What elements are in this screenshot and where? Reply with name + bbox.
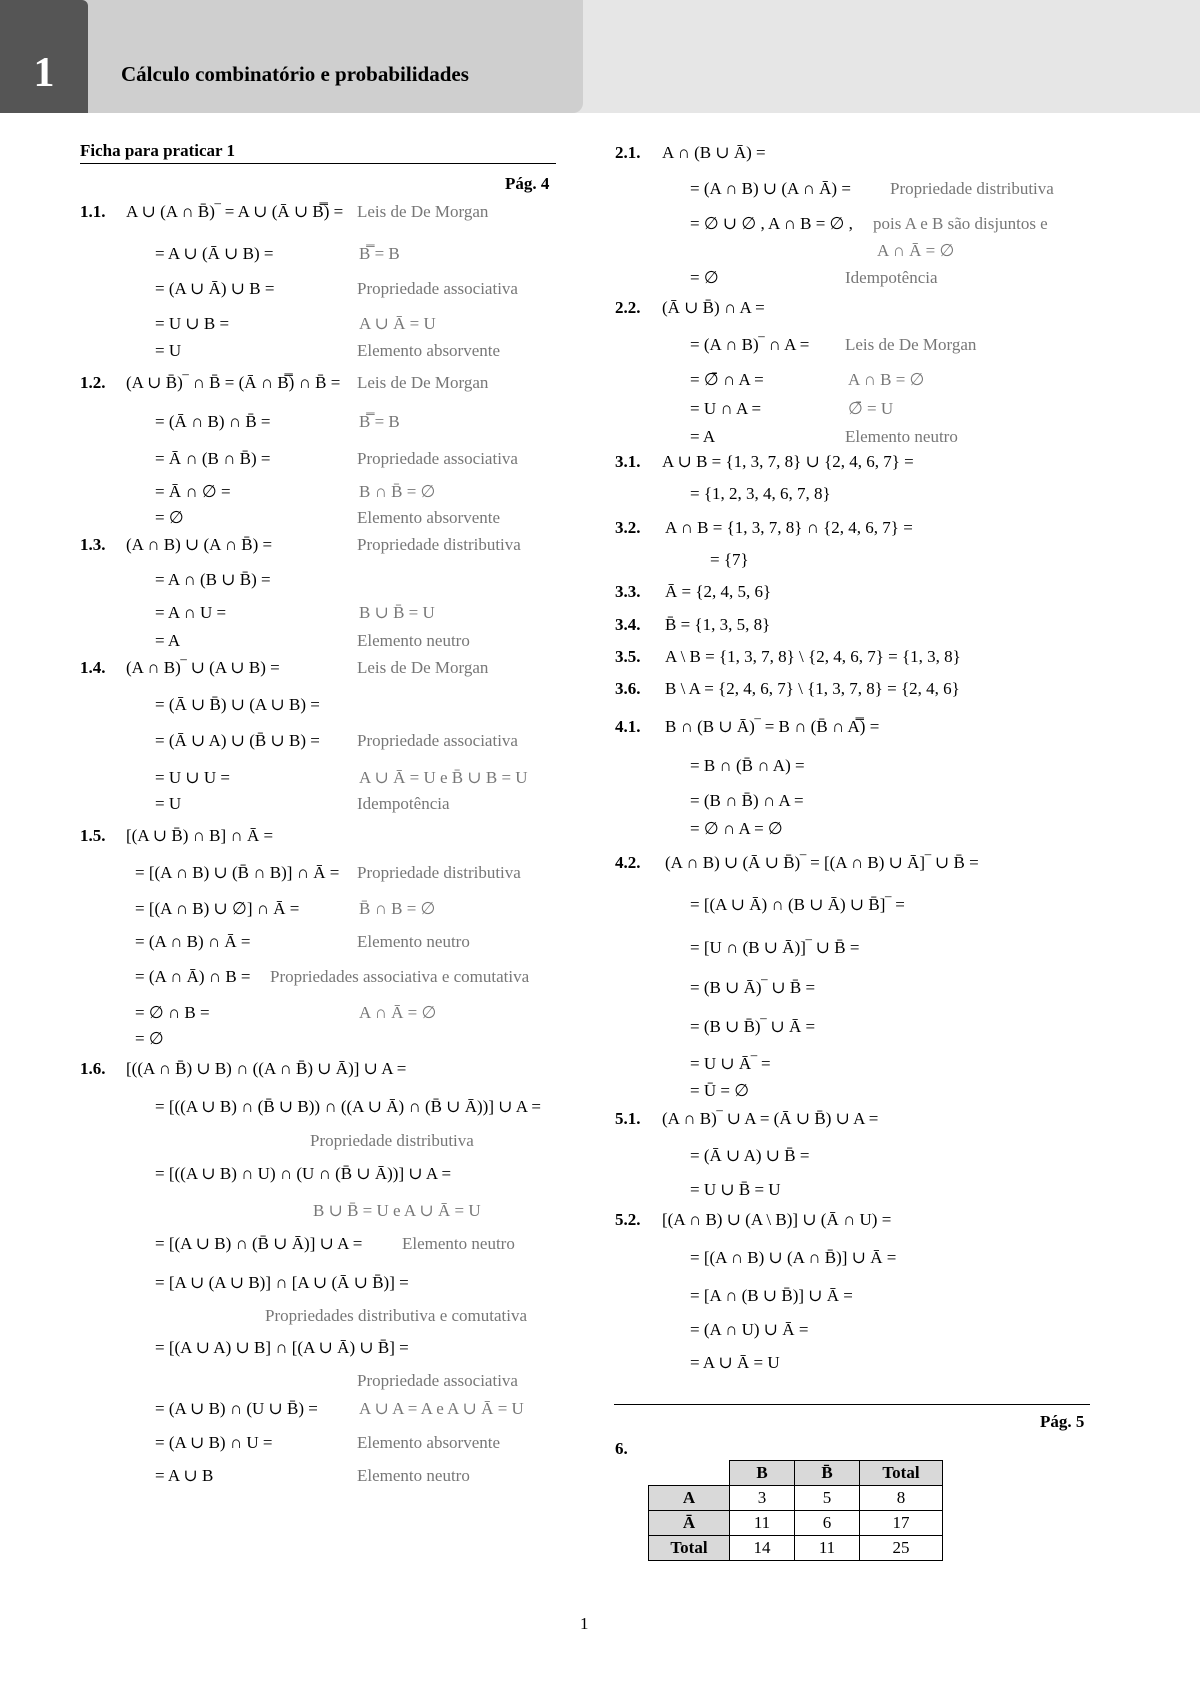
justification: A ∪ A = A e A ∪ Ā = U bbox=[359, 1399, 524, 1418]
math-line: = ∅ bbox=[690, 268, 719, 287]
table-cell: 25 bbox=[860, 1536, 943, 1561]
justification: Elemento neutro bbox=[402, 1234, 515, 1253]
exercise-label: 3.1. bbox=[615, 452, 641, 471]
math-line: = U bbox=[155, 341, 182, 360]
math-line: = Ā ∩ (B ∩ B̄) = bbox=[155, 449, 271, 468]
exercise-label: 1.5. bbox=[80, 826, 106, 845]
math-line: = U ∪ B̄ = U bbox=[690, 1180, 781, 1199]
math-line: B ∩ (B ∪ Ā)‾ = B ∩ (B̄ ∩ A̿) = bbox=[665, 717, 880, 736]
exercise-label: 5.1. bbox=[615, 1109, 641, 1128]
math-line: = A ∩ (B ∪ B̄) = bbox=[155, 570, 271, 589]
justification: B ∪ B̄ = U bbox=[359, 603, 435, 622]
justification: A ∩ B = ∅ bbox=[848, 370, 925, 389]
section-title: Ficha para praticar 1 bbox=[80, 141, 556, 164]
math-line: = (B ∪ Ā)‾ ∪ B̄ = bbox=[690, 978, 816, 997]
math-line: [(A ∩ B) ∪ (A \ B)] ∪ (Ā ∩ U) = bbox=[662, 1210, 892, 1229]
math-line: = ∅ ∪ ∅ , A ∩ B = ∅ , bbox=[690, 214, 853, 233]
contingency-table bbox=[648, 1460, 943, 1561]
justification: B̿ = B bbox=[359, 412, 400, 431]
math-line: = [((A ∪ B) ∩ (B̄ ∪ B)) ∩ ((A ∪ Ā) ∩ (B̄ ∪ Ā))] ∪ A = bbox=[155, 1097, 541, 1116]
justification: Propriedade associativa bbox=[357, 449, 518, 468]
math-line: = A ∩ U = bbox=[155, 603, 227, 622]
math-line: = [A ∩ (B ∪ B̄)] ∪ Ā = bbox=[690, 1286, 853, 1305]
math-line: (A ∩ B) ∪ (A ∩ B̄) = bbox=[126, 535, 273, 554]
math-line: A ∩ B = {1, 3, 7, 8} ∩ {2, 4, 6, 7} = bbox=[665, 518, 913, 537]
math-line: = Ū = ∅ bbox=[690, 1081, 750, 1100]
math-line: = (Ā ∪ A) ∪ B̄ = bbox=[690, 1146, 810, 1165]
table-row-label: Ā bbox=[649, 1511, 730, 1536]
justification: Propriedade distributiva bbox=[357, 535, 521, 554]
justification: Leis de De Morgan bbox=[357, 373, 489, 392]
math-line: = (Ā ∪ B̄) ∪ (A ∪ B) = bbox=[155, 695, 320, 714]
math-line: = [(A ∪ Ā) ∩ (B ∪ Ā) ∪ B̄]‾ = bbox=[690, 895, 905, 914]
math-line: = (A ∪ Ā) ∪ B = bbox=[155, 279, 275, 298]
justification: Propriedades distributiva e comutativa bbox=[265, 1306, 528, 1325]
justification: Elemento absorvente bbox=[357, 341, 501, 360]
justification: A ∩ Ā = ∅ bbox=[359, 1003, 437, 1022]
math-line: (Ā ∪ B̄) ∩ A = bbox=[662, 298, 765, 317]
chapter-number: 1 bbox=[0, 0, 88, 113]
math-line: = ∅̄ ∩ A = bbox=[690, 370, 764, 389]
math-line: = [(A ∪ A) ∪ B] ∩ [(A ∪ Ā) ∪ B̄] = bbox=[155, 1338, 409, 1357]
math-line: (A ∩ B)‾ ∪ A = (Ā ∪ B̄) ∪ A = bbox=[662, 1109, 879, 1128]
justification: Elemento absorvente bbox=[357, 1433, 501, 1452]
math-line: A ∩ (B ∪ Ā) = bbox=[662, 143, 766, 162]
exercise-label: 3.4. bbox=[615, 615, 641, 634]
math-line: = A ∪ Ā = U bbox=[690, 1353, 780, 1372]
justification: Propriedades associativa e comutativa bbox=[270, 967, 530, 986]
justification: Propriedade associativa bbox=[357, 1371, 518, 1390]
justification: Elemento neutro bbox=[357, 1466, 470, 1485]
exercise-label: 1.1. bbox=[80, 202, 106, 221]
math-line: = {1, 2, 3, 4, 6, 7, 8} bbox=[690, 484, 831, 503]
math-line: = U bbox=[155, 794, 182, 813]
table-cell: 14 bbox=[730, 1536, 795, 1561]
math-line: = U ∩ A = bbox=[690, 399, 762, 418]
exercise-label: 3.5. bbox=[615, 647, 641, 666]
table-row-label: A bbox=[649, 1486, 730, 1511]
math-line: A ∪ (A ∩ B̄)‾ = A ∪ (Ā ∪ B̿) = bbox=[126, 202, 344, 221]
math-line: = ∅ ∩ A = ∅ bbox=[690, 819, 783, 838]
exercise-label: 2.1. bbox=[615, 143, 641, 162]
page-ref-left: Pág. 4 bbox=[505, 174, 550, 193]
math-line: = (B ∪ B̄)‾ ∪ Ā = bbox=[690, 1017, 816, 1036]
math-line: = ∅ bbox=[135, 1029, 164, 1048]
justification: Propriedade associativa bbox=[357, 731, 518, 750]
math-line: = (A ∩ B) ∩ Ā = bbox=[135, 932, 251, 951]
table-cell: 6 bbox=[795, 1511, 860, 1536]
justification: Leis de De Morgan bbox=[845, 335, 977, 354]
exercise-label: 2.2. bbox=[615, 298, 641, 317]
math-line: = Ā ∩ ∅ = bbox=[155, 482, 231, 501]
justification: Propriedade distributiva bbox=[310, 1131, 474, 1150]
table-cell: 8 bbox=[860, 1486, 943, 1511]
table-header-cell: Total bbox=[860, 1461, 943, 1486]
math-line: = A ∪ (Ā ∪ B) = bbox=[155, 244, 274, 263]
justification: A ∪ Ā = U bbox=[359, 314, 436, 333]
math-line: = (Ā ∩ B) ∩ B̄ = bbox=[155, 412, 271, 431]
justification: B̄ ∩ B = ∅ bbox=[359, 899, 436, 918]
math-line: = (A ∪ B) ∩ (U ∪ B̄) = bbox=[155, 1399, 318, 1418]
justification: Propriedade distributiva bbox=[890, 179, 1054, 198]
math-line: = U ∪ U = bbox=[155, 768, 230, 787]
table-header-cell: B bbox=[730, 1461, 795, 1486]
justification: A ∩ Ā = ∅ bbox=[877, 241, 955, 260]
exercise-label: 3.3. bbox=[615, 582, 641, 601]
exercise-label: 3.2. bbox=[615, 518, 641, 537]
math-line: = U ∪ B = bbox=[155, 314, 230, 333]
chapter-title: Cálculo combinatório e probabilidades bbox=[121, 62, 469, 86]
math-line: B \ A = {2, 4, 6, 7} \ {1, 3, 7, 8} = {2, 4, 6} bbox=[665, 679, 960, 698]
justification: B̿ = B bbox=[359, 244, 400, 263]
justification: Leis de De Morgan bbox=[357, 658, 489, 677]
table-cell: 11 bbox=[795, 1536, 860, 1561]
math-line: Ā = {2, 4, 5, 6} bbox=[665, 582, 772, 601]
justification: Elemento neutro bbox=[357, 932, 470, 951]
exercise-label: 1.6. bbox=[80, 1059, 106, 1078]
justification: A ∪ Ā = U e B̄ ∪ B = U bbox=[359, 768, 528, 787]
exercise-label: 3.6. bbox=[615, 679, 641, 698]
table-row bbox=[649, 1486, 943, 1511]
justification: Propriedade distributiva bbox=[357, 863, 521, 882]
table-header-cell: B̄ bbox=[795, 1461, 860, 1486]
page-ref-right: Pág. 5 bbox=[1040, 1412, 1085, 1431]
exercise-label: 1.2. bbox=[80, 373, 106, 392]
justification: Elemento neutro bbox=[357, 631, 470, 650]
exercise-label: 5.2. bbox=[615, 1210, 641, 1229]
math-line: (A ∩ B)‾ ∪ (A ∪ B) = bbox=[126, 658, 280, 677]
math-line: = A bbox=[690, 427, 716, 446]
exercise-label: 6. bbox=[615, 1439, 628, 1458]
math-line: = (A ∩ B) ∪ (A ∩ Ā) = bbox=[690, 179, 851, 198]
divider bbox=[614, 1404, 1090, 1405]
table-row bbox=[649, 1536, 943, 1561]
exercise-label: 4.2. bbox=[615, 853, 641, 872]
math-line: = {7} bbox=[710, 550, 749, 569]
math-line: = [((A ∪ B) ∩ U) ∩ (U ∩ (B̄ ∪ Ā))] ∪ A = bbox=[155, 1164, 452, 1183]
math-line: B̄ = {1, 3, 5, 8} bbox=[665, 615, 771, 634]
math-line: = [(A ∩ B) ∪ (A ∩ B̄)] ∪ Ā = bbox=[690, 1248, 897, 1267]
justification: Elemento absorvente bbox=[357, 508, 501, 527]
math-line: = [(A ∩ B) ∪ (B̄ ∩ B)] ∩ Ā = bbox=[135, 863, 340, 882]
math-line: A ∪ B = {1, 3, 7, 8} ∪ {2, 4, 6, 7} = bbox=[662, 452, 914, 471]
math-line: = [(A ∩ B) ∪ ∅] ∩ Ā = bbox=[135, 899, 300, 918]
table-cell: 17 bbox=[860, 1511, 943, 1536]
exercise-label: 4.1. bbox=[615, 717, 641, 736]
math-line: = (A ∩ U) ∪ Ā = bbox=[690, 1320, 809, 1339]
table-cell: 5 bbox=[795, 1486, 860, 1511]
math-line: = (B ∩ B̄) ∩ A = bbox=[690, 791, 804, 810]
math-line: = (A ∩ B)‾ ∩ A = bbox=[690, 335, 810, 354]
justification: Idempotência bbox=[845, 268, 938, 287]
justification: Propriedade associativa bbox=[357, 279, 518, 298]
exercise-label: 1.3. bbox=[80, 535, 106, 554]
math-line: = A bbox=[155, 631, 181, 650]
table-corner bbox=[649, 1461, 730, 1486]
math-line: A \ B = {1, 3, 7, 8} \ {2, 4, 6, 7} = {1, 3, 8} bbox=[665, 647, 961, 666]
math-line: = B ∩ (B̄ ∩ A) = bbox=[690, 756, 805, 775]
math-line: = (Ā ∪ A) ∪ (B̄ ∪ B) = bbox=[155, 731, 320, 750]
math-line: = U ∪ Ā‾ = bbox=[690, 1054, 771, 1073]
math-line: = A ∪ B bbox=[155, 1466, 214, 1485]
justification: Elemento neutro bbox=[845, 427, 958, 446]
justification: B ∩ B̄ = ∅ bbox=[359, 482, 436, 501]
justification: B ∪ B̄ = U e A ∪ Ā = U bbox=[313, 1201, 481, 1220]
math-line: (A ∪ B̄)‾ ∩ B̄ = (Ā ∩ B̿) ∩ B̄ = bbox=[126, 373, 341, 392]
math-line: = ∅ bbox=[155, 508, 184, 527]
math-line: (A ∩ B) ∪ (Ā ∪ B̄)‾ = [(A ∩ B) ∪ Ā]‾ ∪ B̄ = bbox=[665, 853, 979, 872]
table-row-label: Total bbox=[649, 1536, 730, 1561]
math-line: = ∅ ∩ B = bbox=[135, 1003, 210, 1022]
math-line: [((A ∩ B̄) ∪ B) ∩ ((A ∩ B̄) ∪ Ā)] ∪ A = bbox=[126, 1059, 407, 1078]
math-line: = [(A ∪ B) ∩ (B̄ ∪ Ā)] ∪ A = bbox=[155, 1234, 363, 1253]
math-line: = [A ∪ (A ∪ B)] ∩ [A ∪ (Ā ∪ B̄)] = bbox=[155, 1273, 409, 1292]
math-line: = [U ∩ (B ∪ Ā)]‾ ∪ B̄ = bbox=[690, 938, 860, 957]
justification: ∅̄ = U bbox=[848, 399, 894, 418]
table-cell: 3 bbox=[730, 1486, 795, 1511]
math-line: = (A ∪ B) ∩ U = bbox=[155, 1433, 273, 1452]
page-number: 1 bbox=[580, 1614, 589, 1633]
table-cell: 11 bbox=[730, 1511, 795, 1536]
math-line: [(A ∪ B̄) ∩ B] ∩ Ā = bbox=[126, 826, 274, 845]
math-line: = (A ∩ Ā) ∩ B = bbox=[135, 967, 251, 986]
justification: pois A e B são disjuntos e bbox=[873, 214, 1048, 233]
table-row bbox=[649, 1511, 943, 1536]
justification: Idempotência bbox=[357, 794, 450, 813]
justification: Leis de De Morgan bbox=[357, 202, 489, 221]
exercise-label: 1.4. bbox=[80, 658, 106, 677]
